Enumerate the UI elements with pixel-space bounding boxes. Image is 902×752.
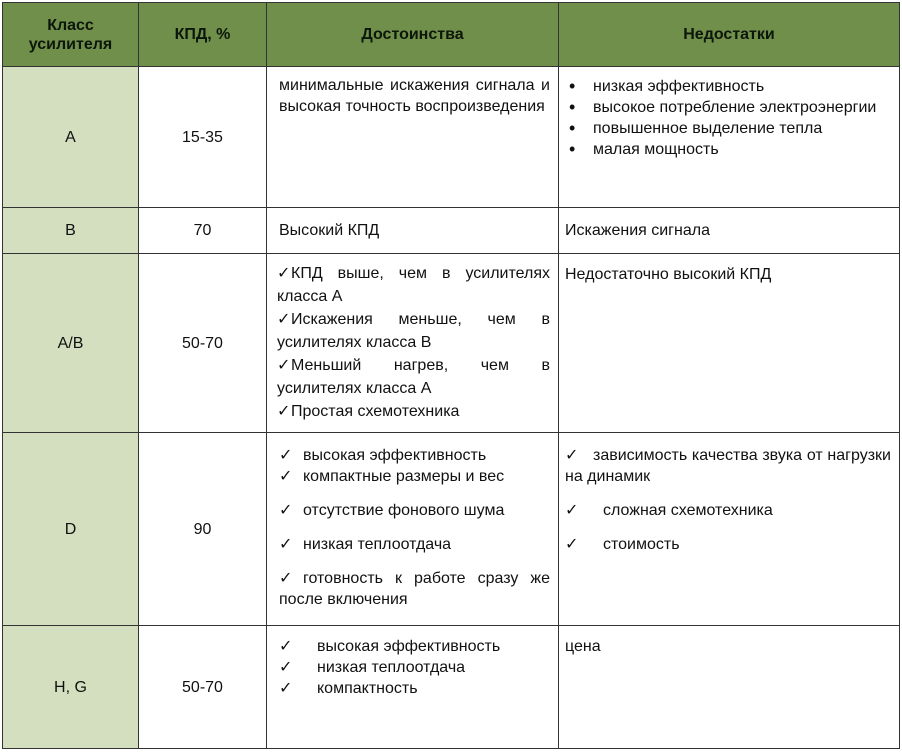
- list-item: [565, 139, 891, 160]
- advantages-text: минимальные искажения сигнала и высокая точность воспроизведения: [279, 77, 550, 115]
- checkmark-icon: ✓: [279, 468, 293, 485]
- list-item: [279, 534, 550, 555]
- table-row-a: [3, 67, 900, 208]
- header-advantages-text: Достоинства: [361, 26, 464, 43]
- class-cell: H, G: [3, 626, 139, 749]
- disadvantages-text: Недостаточно высокий КПД: [565, 266, 772, 283]
- list-item-text: компактные размеры и вес: [303, 468, 505, 485]
- advantages-cell: [267, 626, 559, 749]
- checkmark-icon: ✓: [277, 265, 291, 282]
- header-disadvantages: [559, 3, 900, 67]
- list-item-text: высокая эффективность: [303, 447, 487, 464]
- list-item-text: малая мощность: [593, 141, 719, 158]
- checkmark-icon: ✓: [277, 311, 291, 328]
- list-item: [565, 534, 891, 555]
- header-efficiency: [139, 3, 267, 67]
- efficiency-cell: 70: [139, 208, 267, 254]
- table-row-d: [3, 433, 900, 626]
- checkmark-icon: ✓: [277, 357, 291, 374]
- header-disadvantages-text: Недостатки: [683, 26, 775, 43]
- checkmark-icon: ✓: [277, 403, 291, 420]
- efficiency-cell: 50-70: [139, 254, 267, 433]
- checkmark-icon: ✓: [279, 502, 293, 519]
- checkmark-icon: ✓: [279, 447, 293, 464]
- list-item-text: отсутствие фонового шума: [303, 502, 505, 519]
- list-item: [565, 500, 891, 521]
- table-row-hg: [3, 626, 900, 749]
- table-row-b: [3, 208, 900, 254]
- list-item-text: низкая теплоотдача: [317, 659, 466, 676]
- list-item-text: низкая эффективность: [593, 78, 765, 95]
- checkmark-icon: ✓: [565, 536, 579, 553]
- list-item-text: низкая теплоотдача: [303, 536, 452, 553]
- disadvantages-cell: [559, 67, 900, 208]
- efficiency-cell: 15-35: [139, 67, 267, 208]
- disadvantages-cell: [559, 433, 900, 626]
- checkmark-icon: ✓: [565, 502, 579, 519]
- efficiency-cell: 90: [139, 433, 267, 626]
- checkmark-icon: ✓: [279, 680, 293, 697]
- header-class-text: Класс усилителя: [28, 16, 113, 53]
- advantages-text: Высокий КПД: [279, 222, 380, 239]
- disadvantages-cell: [559, 254, 900, 433]
- list-item-text: повышенное выделение тепла: [593, 120, 823, 137]
- list-item: [279, 500, 550, 521]
- advantages-cell: [267, 254, 559, 433]
- class-cell: B: [3, 208, 139, 254]
- advantages-cell: [267, 67, 559, 208]
- list-item-text: стоимость: [603, 536, 680, 553]
- header-class: [3, 3, 139, 67]
- list-item: [279, 678, 550, 699]
- checkmark-icon: ✓: [279, 536, 293, 553]
- class-cell: A: [3, 67, 139, 208]
- list-item-text: высокая эффективность: [317, 638, 501, 655]
- list-item-text: Простая схемотехника: [291, 403, 460, 420]
- disadvantages-cell: [559, 208, 900, 254]
- list-item: [279, 568, 550, 610]
- list-item: [565, 118, 891, 139]
- list-item-text: высокое потребление электроэнергии: [593, 99, 877, 116]
- class-cell: A/B: [3, 254, 139, 433]
- list-item: [565, 445, 891, 487]
- advantages-cell: [267, 433, 559, 626]
- table-row-ab: [3, 254, 900, 433]
- list-item-text: Меньший нагрев, чем в усилителях класса А: [277, 357, 550, 397]
- list-item: [277, 354, 550, 400]
- list-item: [279, 445, 550, 466]
- advantages-cell: [267, 208, 559, 254]
- list-item: [279, 636, 550, 657]
- list-item-text: компактность: [317, 680, 418, 697]
- list-item-text: готовность к работе сразу же после включения: [279, 570, 550, 608]
- list-item-text: Искажения меньше, чем в усилителях класса В: [277, 311, 550, 351]
- checkmark-icon: ✓: [279, 570, 293, 587]
- list-item: [277, 262, 550, 308]
- checkmark-icon: ✓: [279, 659, 293, 676]
- list-item-text: КПД выше, чем в усилителях класса А: [277, 265, 550, 305]
- list-item: [565, 76, 891, 97]
- header-advantages: [267, 3, 559, 67]
- disadvantages-list: [565, 76, 891, 160]
- header-row: [3, 3, 900, 67]
- disadvantages-text: Искажения сигнала: [565, 222, 710, 239]
- list-item: [277, 400, 550, 423]
- list-item: [277, 308, 550, 354]
- class-cell: D: [3, 433, 139, 626]
- list-item-text: зависимость качества звука от нагрузки на динамик: [565, 447, 891, 485]
- list-item: [565, 97, 891, 118]
- list-item: [279, 657, 550, 678]
- checkmark-icon: ✓: [279, 638, 293, 655]
- list-item: [279, 466, 550, 487]
- disadvantages-text: цена: [565, 638, 601, 655]
- header-efficiency-text: КПД, %: [174, 26, 231, 43]
- amplifier-classes-table: [2, 2, 900, 749]
- disadvantages-cell: [559, 626, 900, 749]
- list-item-text: сложная схемотехника: [603, 502, 773, 519]
- efficiency-cell: 50-70: [139, 626, 267, 749]
- checkmark-icon: ✓: [565, 447, 579, 464]
